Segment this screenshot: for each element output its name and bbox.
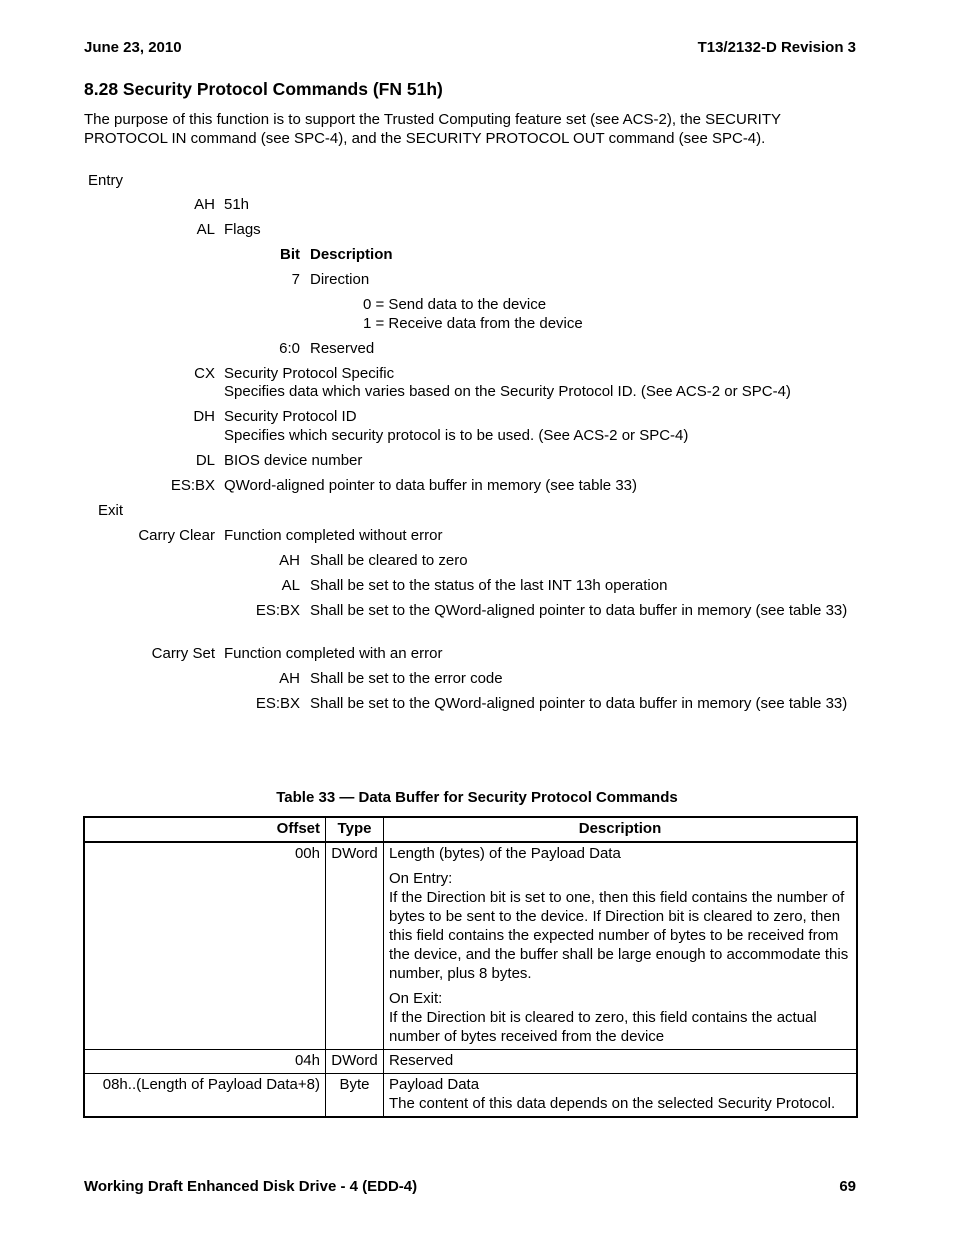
entry-esbx-text: QWord-aligned pointer to data buffer in memory (see table 33) xyxy=(224,477,637,494)
carry-set-ah-reg: AH xyxy=(279,670,300,687)
carry-clear-al-reg: AL xyxy=(281,577,300,594)
bit60-number: 6:0 xyxy=(279,340,300,357)
entry-label: Entry xyxy=(88,172,124,189)
entry-cx-sub: Specifies data which varies based on the Security Protocol ID. (See ACS-2 or SPC-4) xyxy=(224,383,791,400)
carry-clear-ah-reg: AH xyxy=(279,552,300,569)
bit7-description: Direction xyxy=(310,271,370,288)
entry-cx-text: Security Protocol Specific xyxy=(224,365,395,382)
bit7-option-1: 1 = Receive data from the device xyxy=(363,315,583,332)
header-doc-id: T13/2132-D Revision 3 xyxy=(697,39,856,56)
on-exit-label: On Exit: xyxy=(389,990,443,1007)
row-description-on-entry xyxy=(389,869,851,983)
footer-title: Working Draft Enhanced Disk Drive - 4 (EDD-4) xyxy=(84,1178,418,1195)
carry-clear-al-text: Shall be set to the status of the last INT 13h operation xyxy=(310,577,668,594)
entry-ah-reg: AH xyxy=(194,196,215,213)
carry-set-text: Function completed with an error xyxy=(224,645,443,662)
column-header-description: Description xyxy=(384,817,858,842)
bit7-option-0: 0 = Send data to the device xyxy=(363,296,547,313)
carry-clear-esbx-reg: ES:BX xyxy=(255,602,300,619)
row-type: DWord xyxy=(326,1050,384,1074)
on-exit-text: If the Direction bit is cleared to zero, this field contains the actual number of bytes received from the device xyxy=(389,1009,817,1045)
carry-clear-esbx-text: Shall be set to the QWord-aligned pointer to data buffer in memory (see table 33) xyxy=(310,602,848,619)
column-header-offset: Offset xyxy=(84,817,326,842)
table-header-row xyxy=(84,817,857,842)
table-caption: Table 33 — Data Buffer for Security Protocol Commands xyxy=(276,789,678,806)
exit-label: Exit xyxy=(98,502,124,519)
carry-set-esbx-text: Shall be set to the QWord-aligned pointer to data buffer in memory (see table 33) xyxy=(310,695,848,712)
entry-al-text: Flags xyxy=(224,221,261,238)
row-description xyxy=(384,842,858,1050)
carry-set-ah-text: Shall be set to the error code xyxy=(310,670,503,687)
section-heading: 8.28 Security Protocol Commands (FN 51h) xyxy=(84,79,443,99)
row-description: Reserved xyxy=(384,1050,858,1074)
row-description xyxy=(384,1074,858,1118)
table-row xyxy=(84,1074,857,1118)
entry-dl-text: BIOS device number xyxy=(224,452,363,469)
bit-header: Bit xyxy=(280,246,300,263)
table-row xyxy=(84,842,857,1050)
entry-dh-sub: Specifies which security protocol is to be used. (See ACS-2 or SPC-4) xyxy=(224,427,689,444)
carry-set-label: Carry Set xyxy=(151,645,215,662)
intro-paragraph: The purpose of this function is to support the Trusted Computing feature set (see ACS-2), the SECURITY PROTOCOL IN command (see SPC-4), and the SECURITY PROTOCOL OUT command (see SPC-4). xyxy=(84,111,781,147)
column-header-type: Type xyxy=(326,817,384,842)
on-entry-text: If the Direction bit is set to one, then this field contains the number of bytes to be sent to the device. If Direction bit is cleared to zero, then this field contains the expected number of bytes to be received from the device, and the buffer shall be large enough to accommodate this number, plus 8 bytes. xyxy=(389,889,849,982)
row-description-summary: Length (bytes) of the Payload Data xyxy=(389,845,621,862)
carry-clear-label: Carry Clear xyxy=(138,527,215,544)
entry-al-reg: AL xyxy=(196,221,215,238)
payload-title: Payload Data xyxy=(389,1076,480,1093)
row-offset: 04h xyxy=(84,1050,326,1074)
entry-dh-reg: DH xyxy=(193,408,215,425)
data-buffer-table xyxy=(83,816,858,1118)
row-offset: 00h xyxy=(84,842,326,1050)
table-row xyxy=(84,1050,857,1074)
bit7-number: 7 xyxy=(291,271,300,288)
carry-clear-ah-text: Shall be cleared to zero xyxy=(310,552,468,569)
row-offset: 08h..(Length of Payload Data+8) xyxy=(84,1074,326,1118)
row-type: DWord xyxy=(326,842,384,1050)
entry-ah-text: 51h xyxy=(224,196,250,213)
on-entry-label: On Entry: xyxy=(389,870,453,887)
entry-esbx-reg: ES:BX xyxy=(170,477,215,494)
footer-page-number: 69 xyxy=(839,1178,856,1195)
entry-dh-text: Security Protocol ID xyxy=(224,408,357,425)
bit60-description: Reserved xyxy=(310,340,375,357)
row-type: Byte xyxy=(326,1074,384,1118)
entry-cx-reg: CX xyxy=(194,365,215,382)
entry-dl-reg: DL xyxy=(195,452,215,469)
row-description-on-exit xyxy=(389,989,851,1046)
header-date: June 23, 2010 xyxy=(84,39,182,56)
carry-clear-text: Function completed without error xyxy=(224,527,443,544)
carry-set-esbx-reg: ES:BX xyxy=(255,695,300,712)
payload-text: The content of this data depends on the selected Security Protocol. xyxy=(389,1095,836,1112)
bit-description-header: Description xyxy=(310,246,393,263)
